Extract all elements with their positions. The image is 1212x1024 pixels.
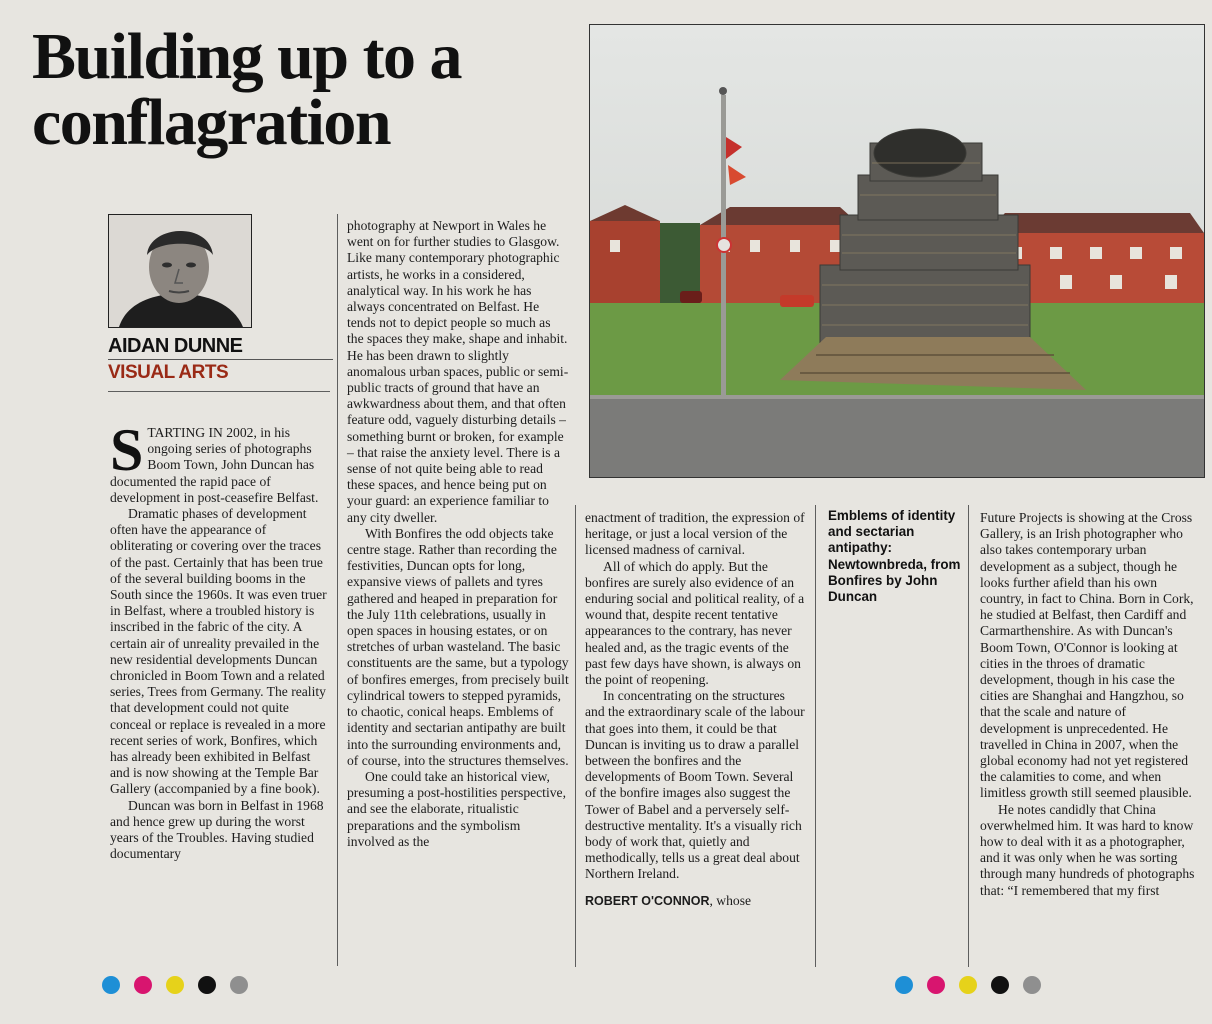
author-credit: ROBERT O'CONNOR [585, 893, 710, 908]
print-registration-marks-right [895, 976, 1041, 994]
author-name: AIDAN DUNNE [108, 335, 243, 357]
article-column-4 [980, 510, 1198, 899]
article-column-2 [347, 218, 569, 850]
paragraph: With Bonfires the odd objects take centre stage. Rather than recording the festivities, Duncan opts for long, expansive views of pallets and tyres gathered and heaped in preparation for the July 11th celebrations, usually in open spaces in housing estates, or on stretches of urban wasteland. The basic constituents are the same, but a typology of bonfires emerges, from precisely built cylindrical towers to stepped pyramids, to chaotic, conical heaps. Emblems of identity and sectarian antipathy are built into the surrounding environments and, of course, into the structures themselves. [347, 525, 569, 768]
article-column-3 [585, 510, 807, 909]
column-divider [815, 505, 816, 967]
paragraph: Future Projects is showing at the Cross Gallery, is an Irish photographer who also takes contemporary urban development as a subject, though he looks further afield than his own country, in fact to China. Born in Cork, he studied at Belfast, then Cardiff and Carmarthenshire. As with Duncan's Boom Town, O'Connor is looking at cities in the throes of dramatic development, though in his case the cities are Shanghai and Hangzhou, so that the scale and nature of development is unprecedented. He travelled in China in 2007, when the global economy had not yet registered the calamities to come, and when limitless growth still seemed plausible. [980, 510, 1194, 801]
column-divider [575, 505, 576, 967]
column-divider [968, 505, 969, 967]
registration-dot [198, 976, 216, 994]
registration-dot [166, 976, 184, 994]
registration-dot [134, 976, 152, 994]
paragraph: photography at Newport in Wales he went on for further studies to Glasgow. Like many contemporary photographic artists, he works in a considered, analytical way. In his work he has always concentrated on Belfast. He tends not to depict people so much as the spaces they make, shape and inhabit. He has been drawn to slightly anomalous urban spaces, public or semi-public tracts of ground that have an awkwardness about them, and that often feature odd, vaguely disturbing details – something burnt or broken, for example – that raise the anxiety level. There is a sense of not quite being able to read these spaces, and hence being put on your guard: an experience familiar to any city dweller. [347, 218, 569, 525]
registration-dot [895, 976, 913, 994]
section-label: VISUAL ARTS [108, 359, 333, 384]
paragraph: enactment of tradition, the expression of heritage, or just a local version of the licensed madness of carnival. [585, 510, 805, 558]
registration-dot [959, 976, 977, 994]
paragraph: He notes candidly that China overwhelmed him. It was hard to know how to deal with it as a photographer, and it was only when he was sorting through many hundreds of photographs that: “I remembered that my first [980, 801, 1195, 898]
paragraph: In concentrating on the structures and the extraordinary scale of the labour that goes into them, it could be that Duncan is inviting us to draw a parallel between the bonfires and the developments of Boom Town. Several of the bonfire images also suggest the Tower of Babel and a perversely self-destructive mentality. It's a visually rich body of work that, quietly and methodically, tells us a great deal about Northern Ireland. [585, 688, 805, 882]
registration-dot [991, 976, 1009, 994]
print-registration-marks-left [102, 976, 248, 994]
registration-dot [230, 976, 248, 994]
headline: Building up to a conflagration [32, 20, 462, 159]
column-divider [337, 214, 338, 966]
paragraph: Duncan was born in Belfast in 1968 and hence grew up during the worst years of the Troubles. Having studied documentary [110, 797, 324, 862]
registration-dot [927, 976, 945, 994]
byline [108, 335, 333, 384]
registration-dot [102, 976, 120, 994]
portrait-photo-icon [109, 215, 251, 327]
paragraph: STARTING IN 2002, in his ongoing series of photographs Boom Town, John Duncan has documented the rapid pace of development in post-ceasefire Belfast. [110, 417, 319, 505]
drop-cap: S [110, 417, 144, 483]
article-column-1 [110, 417, 328, 862]
author-portrait [108, 214, 252, 328]
photo-caption: Emblems of identity and sectarian antipathy: Newtownbreda, from Bonfires by John Duncan [828, 508, 961, 605]
byline-rule [108, 391, 330, 392]
paragraph: ROBERT O'CONNOR, whose [585, 892, 752, 908]
bonfire-photo-icon [590, 25, 1204, 477]
bonfire-photo [589, 24, 1205, 478]
paragraph: Dramatic phases of development often have the appearance of obliterating or covering over the traces of the past. Certainly that has been true of the several building booms in the South since the 1960s. It was even truer in Belfast, where a troubled history is inscribed in the fabric of the city. A certain air of unreality prevailed in the new residential developments Duncan chronicled in Boom Town and a related series, Trees from Germany. The reality that development could not quite conceal or replace is revealed in a more recent series of work, Bonfires, which has already been exhibited in Belfast and is now showing at the Temple Bar Gallery (accompanied by a fine book). [110, 506, 327, 797]
registration-dot [1023, 976, 1041, 994]
paragraph: All of which do apply. But the bonfires are surely also evidence of an enduring social and political reality, of a wound that, despite recent tentative appearances to the contrary, has never healed and, as the tragic events of the past few days have shown, is always on the point of reopening. [585, 558, 805, 688]
paragraph: One could take an historical view, presuming a post-hostilities perspective, and see the elaborate, ritualistic preparations and the symbolism involved as the [347, 768, 566, 849]
